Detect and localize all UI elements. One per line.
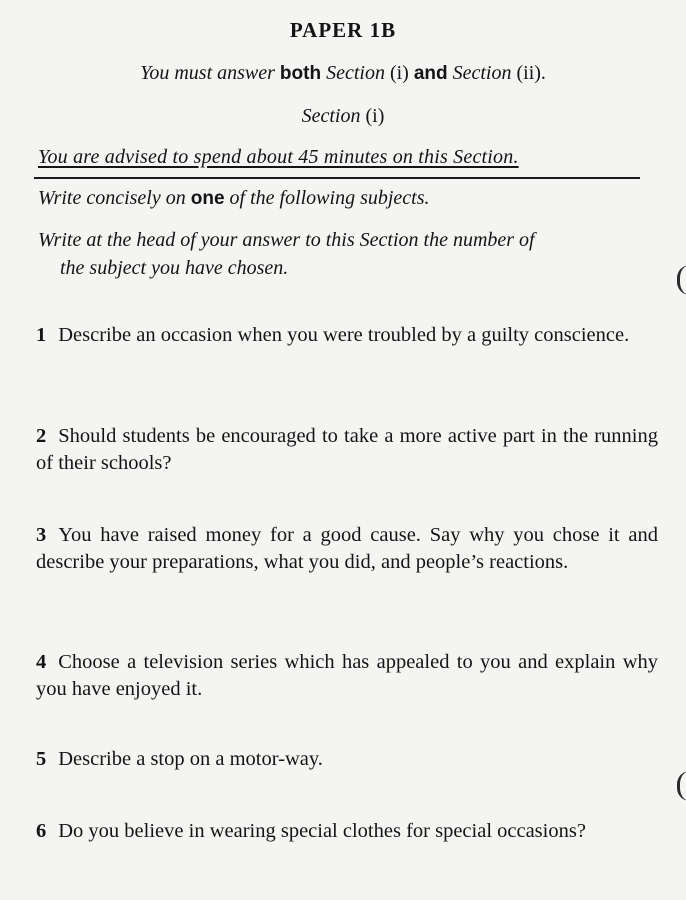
instruction-text: Section: [452, 62, 512, 84]
question-number: 4: [36, 651, 47, 673]
instruction-line: Write at the head of your answer to this Section the number of: [38, 229, 535, 251]
question-item: [36, 746, 658, 773]
divider: [34, 177, 640, 179]
question-text: Do you believe in wearing special clothes for special occasions?: [58, 820, 586, 842]
binding-hole-mark: [677, 771, 686, 801]
question-item: [36, 649, 658, 703]
instruction-section-number: (ii).: [516, 62, 546, 84]
question-number: 5: [36, 748, 47, 770]
section-number: (i): [365, 105, 385, 127]
question-item: [36, 423, 658, 477]
question-text: Choose a television series which has appealed to you and explain why you have enjoyed it.: [36, 651, 658, 700]
instruction-section-number: (i): [389, 62, 409, 84]
instruction-bold-text: and: [413, 63, 448, 84]
question-text: Describe an occasion when you were troubled by a guilty conscience.: [58, 324, 630, 346]
question-item: [36, 522, 658, 576]
instruction-text: of the following subjects.: [229, 187, 430, 209]
instruction-text: Section: [326, 62, 385, 84]
instruction-line: the subject you have chosen.: [60, 257, 289, 279]
question-number: 2: [36, 425, 47, 447]
section-label: Section: [301, 105, 361, 127]
instruction-bold-text: one: [190, 188, 225, 209]
page-title: PAPER 1B: [289, 18, 397, 42]
binding-hole-mark: [677, 265, 686, 295]
question-number: 3: [36, 524, 47, 546]
instruction-bold-text: both: [279, 63, 322, 84]
question-text: Should students be encouraged to take a more active part in the running of their schools?: [36, 425, 658, 474]
question-number: 6: [36, 820, 47, 842]
write-concisely-instruction: [38, 187, 430, 210]
question-text: Describe a stop on a motor-way.: [58, 748, 323, 770]
question-item: [36, 322, 658, 349]
question-text: You have raised money for a good cause. Say why you chose it and describe your preparations, what you did, and people’s reactions.: [36, 524, 658, 573]
time-advice: You are advised to spend about 45 minutes on this Section.: [38, 146, 519, 168]
question-item: [36, 818, 658, 845]
answer-both-instruction: [0, 62, 686, 85]
section-heading: [0, 105, 686, 128]
instruction-text: You must answer: [140, 62, 275, 84]
question-number: 1: [36, 324, 47, 346]
answer-heading-instruction: [38, 226, 663, 282]
instruction-text: Write concisely on: [38, 187, 186, 209]
